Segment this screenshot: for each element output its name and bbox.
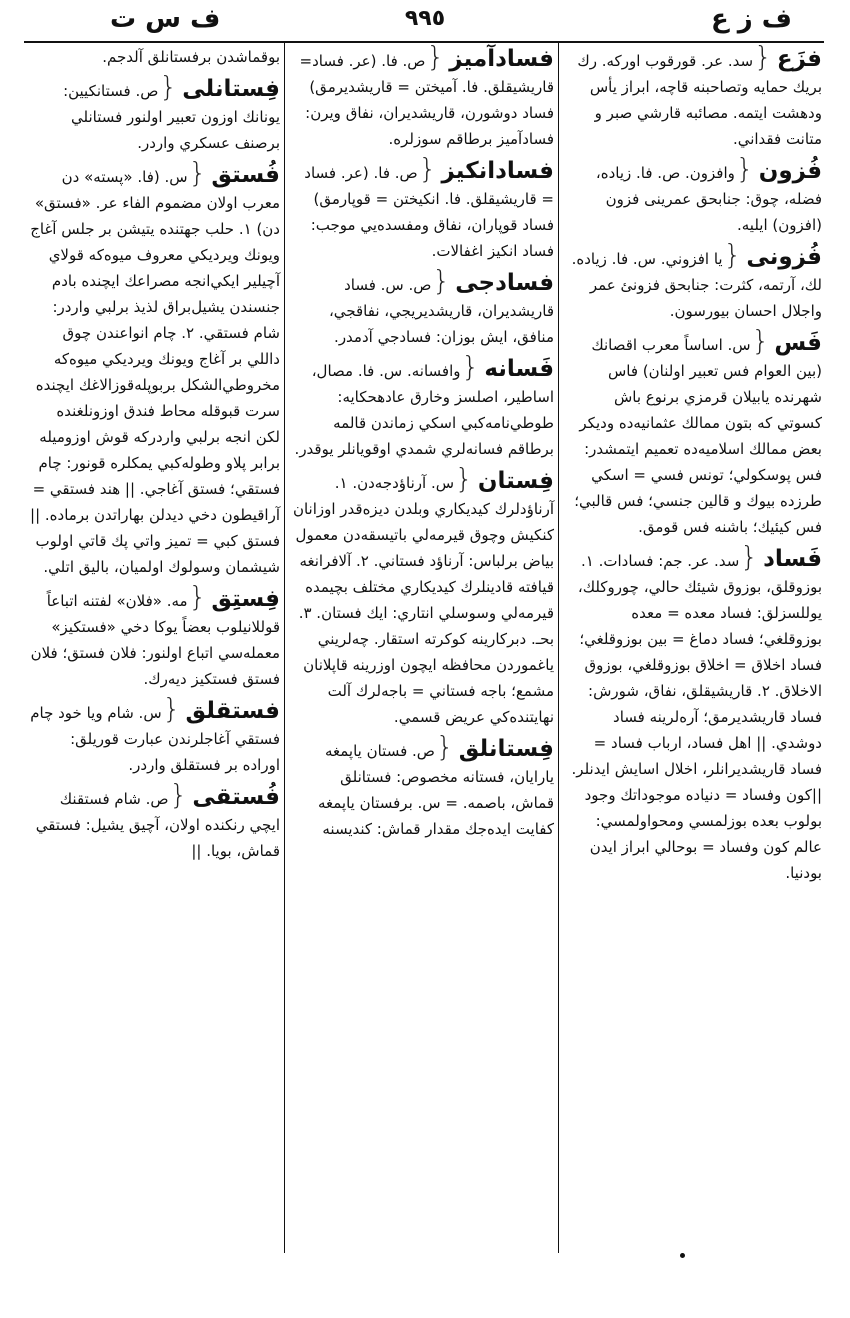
dictionary-entry [566,540,822,886]
entry-definition: ص. شام فستقنك ايچي رنكنده اولان، آچيق يشيل: فستقي قماش، بويا. || [35,790,280,860]
dictionary-entry [292,264,554,350]
entry-brace: { [723,238,742,271]
entry-brace: { [162,692,181,725]
entry-brace: { [435,730,454,763]
dictionary-entry [566,40,822,152]
entry-brace: { [455,462,473,495]
page-dot [680,1253,685,1258]
entry-headword: فِستانلی [182,76,280,102]
column-right [566,40,822,890]
dictionary-entry [292,730,554,842]
dictionary-entry [28,778,280,864]
column-divider-left [284,43,285,1253]
entry-headword: فسادانكيز [441,158,554,184]
dictionary-entry [28,692,280,778]
header-letters-left: ف س ت [110,4,221,34]
entry-definition: وافزون. ص. فا. زياده، فضله، چوق: جنابحق عمرينی فزون (افزون) ايليه. [595,164,822,234]
entry-definition: سد. عر. قورقوب اورکه. رك بريك حمايه وتصاحبنه قاچه، ابراز يأس ودهشت ايتمه. مصائبه قارشي صبر و متانت فقداني. [577,52,822,148]
entry-definition: ص. فستانكيين: يونانك اوزون تعبير اولنور فستانلي برصنف عسكري واردر. [63,82,280,152]
entry-headword: فِستانلق [458,736,554,762]
entry-definition: ص. فا. (عر. فساد = قاريشيقلق. فا. انكيختن = قوپارمق) فساد قوپاران، نفاق ومفسده‌يي موجب: فساد انكيز اغفالات. [304,164,554,260]
entry-definition: وافسانه. س. فا. مصال، اساطير، اصلسز وخارق عادهحكايه: طوطي‌نامه‌كبي اسكي زماندن قالمه برطاقم فسانه‌لري شمدي اوقويانلر يوقدر. [294,362,554,458]
entry-definition: س. آرناؤدجه‌دن. ١. آرناؤدلرك كيديكاري وبلدن ديزه‌قدر اوزانان كنكيش وچوق قيرمه‌لي باتيسقه‌دن معمول بياض برلباس: آرناؤد فستاني. ٢. آلافرانغه قيافته قادينلرك كيديكاري مختلف بچيمده قيرمه‌لي وسوسلي انتاري: ايك فستان. ٣. بحـ. دبركارينه كوكرته استقار. چه‌لريني ياغموردن محافظه ايچون اوزرينه قاپلانان مشمع؛ باجه فستاني = باجه‌لرك آلت نهايتنده‌كي عريض قسمي. [292,474,554,726]
dictionary-entry [566,238,822,324]
dictionary-entry [292,40,554,152]
dictionary-entry [292,462,554,730]
header-letters-right: ف ز ع [710,4,792,34]
dictionary-entry [292,152,554,264]
entry-headword: فستقلق [185,698,280,724]
dictionary-entry [28,44,280,70]
entry-definition: يا افزوني. س. فا. زياده. لك، آرتمه، كثرت: جنابحق فزونئ عمر واجلال احسان بيورسون. [571,250,822,320]
entry-brace: { [159,70,178,103]
column-left [28,44,280,868]
entry-brace: { [754,40,772,73]
entry-brace: { [426,40,445,73]
entry-headword: فُستقی [192,784,280,810]
entry-headword: فَساد [763,546,822,572]
entry-brace: { [188,580,207,613]
entry-headword: فسادآميز [449,46,554,72]
entry-brace: { [169,778,188,811]
entry-definition: س. شام ويا خود چام فستقي آغاجلرندن عبارت قوريلق: اوراده بر فستقلق واردر. [30,704,280,774]
entry-headword: فُستق [211,162,280,188]
entry-headword: فَس [774,330,822,356]
entry-definition: ص. س. فساد قاريشديران، قاريشديريجي، نفاقجي، منافق، ايش بوزان: فسادجي آدمدر. [328,276,554,346]
entry-headword: فَسانه [484,356,554,382]
dictionary-entry [292,350,554,462]
entry-definition: بوقماشدن برفستانلق آلدجم. [102,48,280,66]
entry-brace: { [461,350,480,383]
header-rule [24,41,824,43]
entry-definition: ص. فا. (عر. فساد= قاريشيقلق. فا. آميختن = قاريشديرمق) فساد دوشورن، قاريشديران، نفاق ويرن: فسادآميز برطاقم سوزلره. [299,52,554,148]
dictionary-entry [566,152,822,238]
entry-brace: { [432,264,451,297]
page-number: ٩٩٥ [404,6,446,31]
dictionary-entry [566,324,822,540]
entry-brace: { [188,156,207,189]
entry-definition: ص. فستان ياپمغه يارايان، فستانه مخصوص: فستانلق قماش، باصمه. = س. برفستان ياپمغه كفايت ايده‌جك مقدار قماش: كنديسنه [317,742,554,838]
entry-definition: س. (فا. «پسته» دن معرب اولان مضموم الفاء عر. «فستق» دن) ١. حلب جهتنده يتيشن بر جلس آغاج ويونك ويرديكي معروف ميوه‌كه قولاي آچيلير ايكي‌انجه مصراعك ايچنده بادم جنسندن يشيل‌براق لذيذ برلبي واردر: شام فستقي. ٢. چام انواعندن چوق داللي بر آغاج ويونك ويرديكي ميوه‌كه مخروطي‌الشكل بربوپله‌قوزالاغك ايچنده سرت قبوقله محاط فندق اوزونلغنده لكن انجه برلبي واردركه قوش اوزوميله برابر پلاو وطوله‌كبي يمكلره قونور: چام فستقي؛ فستق آغاجي. || هند فستقي = آراقيطون دخي ديدلن بهاراتدن برماده. ||فستق كبي = تميز واتي پك قاتي اولوب شيشمان وسولوك اولميان، باليق اتلي. [30,168,280,576]
entry-definition: سد. عر. جم: فسادات. ١. بوزوقلق، بوزوق شيئك حالي، چوروكلك، يوللسزلق: فساد معده = معده بوزوقلغي؛ فساد دماغ = بين بوزوقلغي؛ فساد اخلاق = اخلاق بوزوقلغي، بوزوق الاخلاق. ٢. قاريشيقلق، نفاق، شورش: فساد قاريشديرمق؛ آره‌لرينه فساد دوشدي. || اهل فساد، ارباب فساد = فساد قاريشديرانلر، اخلال اسايش ايدنلر. ||كون وفساد = دنياده موجوداتك وجود بولوب بعده بوزلمسي ومحواولمسي: عالم كون وفساد = بوحالي ابراز ايدن بودنيا. [571,552,822,882]
entry-headword: فزَع [776,46,822,72]
dictionary-entry [28,156,280,580]
entry-brace: { [735,152,754,185]
entry-definition: س. اساساً معرب اقصانك (بين العوام فس تعبير اولنان) فاس شهرنده يابيلان قرمزي برنوع باش كسوتي كه بتون ممالك عثمانيه‌ده وديكر بعض ممالك اسلاميه‌ده تعميم ايتمشدر: فس پوسكولي؛ تونس فسي = اسكي طرزده بيوك و قالين جنسي؛ فس قالبي؛ فس كيئيك؛ باشنه فس قومق. [574,336,822,536]
column-divider-right [558,43,559,1253]
entry-brace: { [740,540,759,573]
dictionary-entry [28,70,280,156]
entry-brace: { [418,152,437,185]
column-middle [292,40,554,846]
entry-headword: فُزون [758,158,822,184]
dictionary-entry [28,580,280,692]
entry-brace: { [751,324,770,357]
entry-headword: فُزونی [746,244,822,270]
entry-headword: فِستان [477,468,554,494]
entry-definition: مه. «فلان» لفتنه اتباعاً قوللانيلوب بعضاً يوكا دخي «فستكيز» معمله‌سي اتباع اولنور: فلان فستق؛ فلان فستق فستكيز ديه‌رك. [30,592,280,688]
entry-headword: فسادجی [455,270,554,296]
entry-headword: فِستِق [211,586,280,612]
